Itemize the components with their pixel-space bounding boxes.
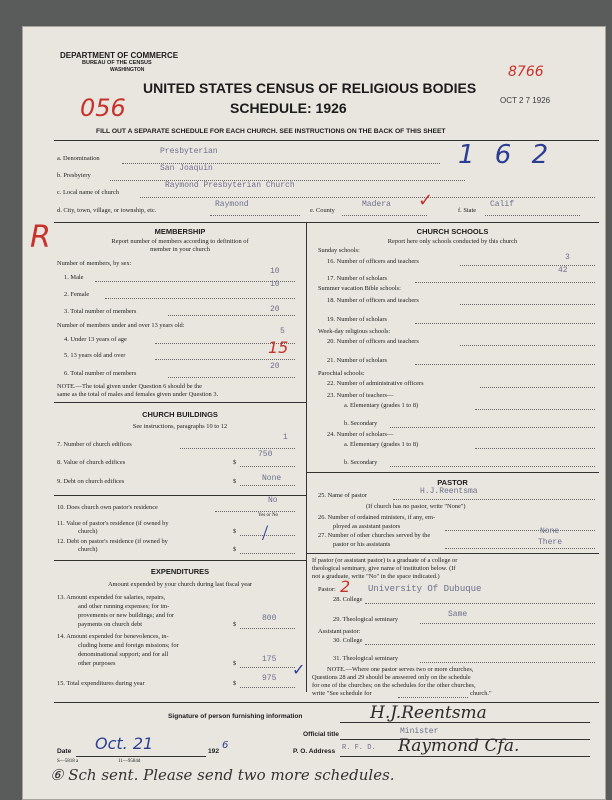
male-value: 10 <box>270 267 280 276</box>
year-digit: 6 <box>222 740 229 751</box>
form-code-1: S—5818 a <box>57 759 79 764</box>
total-expenditures-value: 975 <box>262 674 277 683</box>
check-mark: ✓ <box>292 660 306 679</box>
denomination-label: a. Denomination <box>57 155 100 162</box>
state-label: f. State <box>458 207 477 214</box>
signature-value: H.J.Reentsma <box>370 703 487 723</box>
date-label: Date <box>57 748 72 755</box>
other-churches-note: There <box>538 538 563 547</box>
city-value: Raymond <box>215 200 249 209</box>
handwritten-056: 056 <box>80 94 126 122</box>
county-label: e. County <box>310 207 335 214</box>
female-value: 10 <box>270 280 280 289</box>
sunday-scholars-value: 42 <box>558 266 568 275</box>
presbytery-value: San Joaquin <box>160 164 213 173</box>
edifice-value-amount: 750 <box>258 450 273 459</box>
handwritten-2: 2 <box>340 577 351 596</box>
department-name: DEPARTMENT OF COMMERCE <box>60 51 179 60</box>
form-code-2: 11—9584d <box>118 759 141 764</box>
city-name: WASHINGTON <box>110 67 145 73</box>
edifices-value: 1 <box>283 433 288 442</box>
running-expenses-value: 800 <box>262 614 277 623</box>
membership-heading: MEMBERSHIP <box>154 227 206 236</box>
debt-value: None <box>262 474 282 483</box>
buildings-heading: CHURCH BUILDINGS <box>142 410 218 419</box>
po-address-value: Raymond Cfa. <box>398 736 520 756</box>
benevolences-value: 175 <box>262 655 277 664</box>
corner-number: 8766 <box>508 64 544 80</box>
date-value: Oct. 21 <box>95 734 154 753</box>
bottom-handwritten-note: ⑥ Sch sent. Please send two more schedules. <box>50 766 395 784</box>
total6-value: 20 <box>270 362 280 371</box>
city-label: d. City, town, village, or township, etc. <box>57 207 157 214</box>
under13-value: 5 <box>280 327 285 336</box>
pastor-name-value: H.J.Reentsma <box>420 487 478 496</box>
schedule-title: SCHEDULE: 1926 <box>230 100 347 116</box>
signature-label: Signature of person furnishing information <box>168 713 303 720</box>
schools-heading: CHURCH SCHOOLS <box>416 227 489 236</box>
seminary-value: Same <box>448 610 468 619</box>
sunday-teachers-value: 3 <box>565 253 570 262</box>
pastor-college-value: University Of Dubuque <box>368 584 482 594</box>
handwritten-r: R <box>30 220 51 255</box>
handwritten-code: 1 6 2 <box>458 140 555 170</box>
state-value: Calif <box>490 200 515 209</box>
expenditures-heading: EXPENDITURES <box>150 567 210 576</box>
denomination-value: Presbyterian <box>160 147 218 156</box>
official-title-value: Minister <box>400 727 439 736</box>
owns-residence-value: No <box>268 496 278 505</box>
po-typed: R. F. D. <box>342 744 376 752</box>
form-title: UNITED STATES CENSUS OF RELIGIOUS BODIES <box>143 80 477 96</box>
local-name-value: Raymond Presbyterian Church <box>165 181 295 190</box>
check-mark: ✓ <box>418 190 434 211</box>
pastor-heading: PASTOR <box>437 478 468 487</box>
bureau-name: BUREAU OF THE CENSUS <box>82 60 152 66</box>
county-value: Madera <box>362 200 391 209</box>
pen-mark: / <box>262 520 269 545</box>
total-members-value: 20 <box>270 305 280 314</box>
over13-value: 15 <box>268 338 289 357</box>
received-stamp: OCT 2 7 1926 <box>500 96 551 105</box>
local-name-label: c. Local name of church <box>57 189 119 196</box>
official-title-label: Official title <box>303 731 339 738</box>
other-churches-value: None <box>540 527 560 536</box>
instruction-line: FILL OUT A SEPARATE SCHEDULE FOR EACH CHURCH. SEE INSTRUCTIONS ON THE BACK OF THIS SHEET <box>96 128 446 135</box>
po-address-label: P. O. Address <box>293 748 336 755</box>
presbytery-label: b. Presbytery <box>57 172 91 179</box>
